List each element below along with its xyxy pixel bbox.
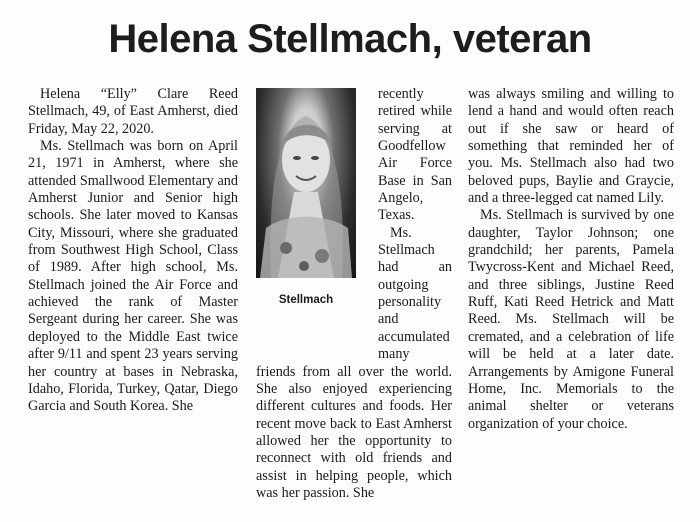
paragraph: was always smiling and willing to lend a hand and would often reach out if she saw or heard of something that reminded her of you. Ms. Stellmach also had two beloved pups, Baylie and Graycie, and a three-legged cat named Lily. <box>468 86 674 207</box>
column-2 <box>256 86 452 502</box>
text-beside-photo <box>378 86 452 364</box>
portrait-photo <box>256 88 356 278</box>
paragraph: Helena “Elly” Clare Reed Stellmach, 49, of East Amherst, died Friday, May 22, 2020. <box>28 86 238 137</box>
paragraph: Ms. Stellmach was born on April 21, 1971 in Amherst, where she attended Smallwood Elementary and Amherst Junior and Senior high schools. She later moved to Kansas City, Missouri, where she graduated from Southwest High School, Class of 1989. After high school, Ms. Stellmach joined the Air Force and achieved the rank of Master Sergeant during her career. She was deployed to the Middle East twice after 9/11 and spent 23 years serving her country at bases in Nebraska, Idaho, Florida, Turkey, Qatar, Diego Garcia and South Korea. She <box>28 138 238 415</box>
column-1 <box>28 86 238 416</box>
paragraph: Ms. Stellmach is survived by one daughter, Taylor Johnson; one grandchild; her parents, Pamela Twycross-Kent and Michael Reed, and three siblings, Justine Reed Ruff, Kati Reed Hetrick and Matt Reed. Ms. Stellmach will be cremated, and a celebration of life will be held at a later date. Arrangements by Amigone Funeral Home, Inc. Memorials to the animal shelter or veterans organization of your choice. <box>468 207 674 432</box>
column-3 <box>468 86 674 433</box>
paragraph: recently retired while serving at Goodfellow Air Force Base in San Angelo, Texas. <box>378 86 452 224</box>
photo-caption: Stellmach <box>278 294 334 306</box>
paragraph: Ms. Stellmach had an outgoing personality and accumulated many <box>378 224 452 363</box>
photo-block <box>256 86 368 324</box>
portrait-illustration <box>256 88 356 278</box>
headline: Helena Stellmach, veteran <box>108 17 592 61</box>
paragraph: friends from all over the world. She also enjoyed experiencing different cultures and foods. Her recent move back to East Amherst allowed her the opportunity to reconnect with old friends and assist in helping people, which was her passion. She <box>256 363 452 501</box>
